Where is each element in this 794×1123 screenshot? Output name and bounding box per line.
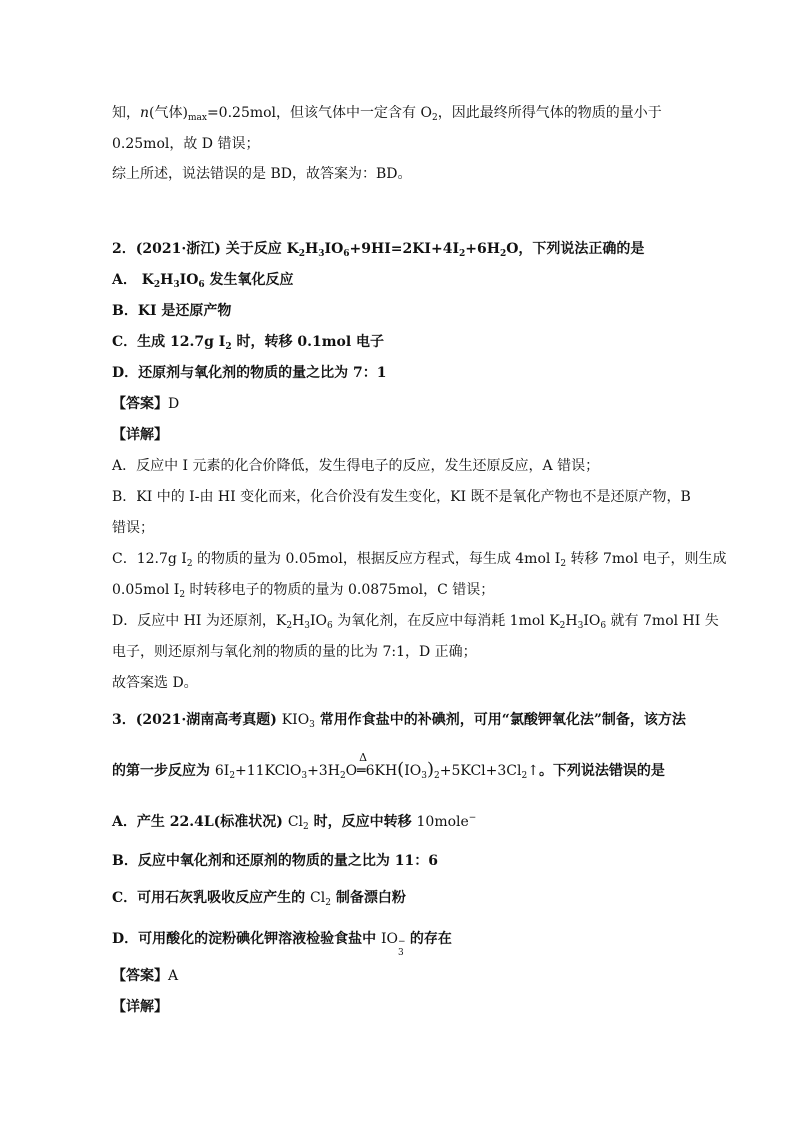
q2-explanation-b: B．KI 中的 I-由 HI 变化而来，化合价没有发生变化，KI 既不是氧化产物也不是还原产物，B [112,489,691,505]
q3-detail-label: 【详解】 [112,999,168,1015]
q3-answer: 【答案】A [112,968,179,984]
gas-arrow-icon: ↑ [527,763,539,779]
q2-option-c: C．生成 12.7g $I_2$ 时，转移 0.1mol 电子 [112,334,385,352]
q3-reaction-equation: 的第一步反应为 $6I_2+11KClO_3+3H_2O$ Δ $═6KH(IO_3)_2+5KCl+3Cl_2↑$。下列说法错误的是 [112,760,665,781]
q2-answer: 【答案】D [112,396,180,412]
prev-solution-conclusion: 综上所述，说法错误的是 BD，故答案为：BD。 [112,166,412,182]
q3-stem: 3．(2021·湖南高考真题) $KIO_3$ 常用作食盐中的补碘剂，可用“氯酸钾氧化法”制备，该方法 [112,712,686,730]
q2-stem: 2．(2021·浙江) 关于反应 $K_2H_3IO_6+9HI=2KI+4I_2+6H_2O$，下列说法正确的是 [112,241,645,259]
q2-explanation-d-cont: 电子，则还原剂与氧化剂的物质的量的比为 7:1，D 正确； [112,644,477,660]
q2-option-d: D．还原剂与氧化剂的物质的量之比为 7：1 [112,365,387,381]
q2-conclusion: 故答案选 D。 [112,675,198,691]
q3-option-d: D．可用酸化的淀粉碘化钾溶液检验食盐中 IO − 3 的存在 [112,931,452,958]
q2-explanation-a: A．反应中 I 元素的化合价降低，发生得电子的反应，发生还原反应，A 错误； [112,458,600,474]
heat-delta-symbol: Δ [359,751,368,764]
prev-solution-line-2: 0.25mol，故 D 错误； [112,136,260,152]
q3-option-b: B．反应中氧化剂和还原剂的物质的量之比为 11：6 [112,853,438,869]
q2-explanation-b-cont: 错误； [112,520,154,536]
q2-explanation-c: C．12.7g $I_2$ 的物质的量为 0.05mol，根据反应方程式，每生成 4mol $I_2$ 转移 7mol 电子，则生成 [112,551,727,569]
prev-solution-line-1: 知，n(气体)$_{max}=0.25mol$，但该气体中一定含有 $O_2$，因此最终所得气体的物质的量小于 [112,105,662,123]
q2-explanation-d: D．反应中 HI 为还原剂，$K_2H_3IO_6$ 为氧化剂，在反应中每消耗 1mol $K_2H_3IO_6$ 就有 7mol HI 失 [112,613,719,631]
q2-option-b: B．KI 是还原产物 [112,303,232,319]
q2-detail-label: 【详解】 [112,427,168,443]
q3-option-a: A．产生 22.4L(标准状况) $Cl_2$ 时，反应中转移 10mole− [112,813,477,832]
q2-option-a: A． $K_2H_3IO_6$ 发生氧化反应 [112,272,294,290]
q2-explanation-c-cont: 0.05mol $I_2$ 时转移电子的物质的量为 0.0875mol，C 错误； [112,582,495,600]
q3-option-c: C．可用石灰乳吸收反应产生的 $Cl_2$ 制备漂白粉 [112,890,406,908]
